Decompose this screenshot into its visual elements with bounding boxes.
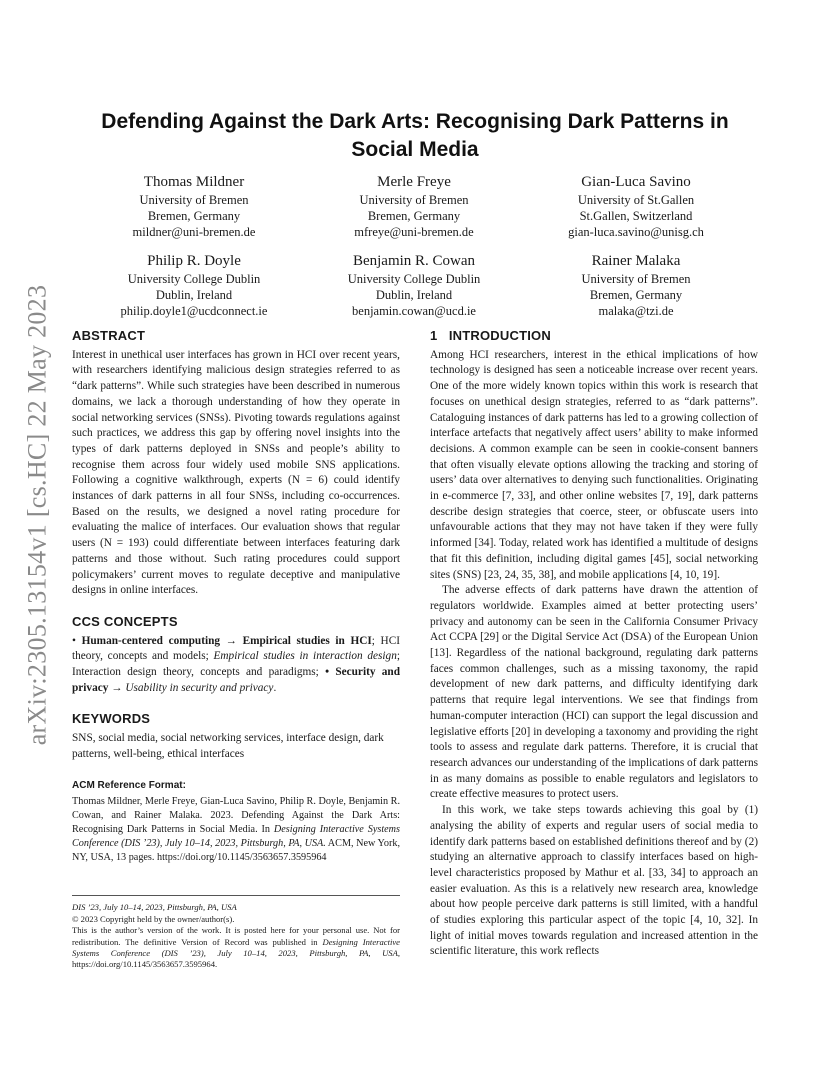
author-affiliation: University of Bremen [359, 193, 469, 207]
intro-paragraph: Among HCI researchers, interest in the ethical implications of how technology is designed has seen a noticeable increase over recent years. One of the more widely known topics within this work is research that focuses on unethical design strategies, referred to as “dark patterns”. Cataloguing instances of dark patterns has led to a growing collection of interface artefacts that negatively affect users’ ability to make informed decisions. A common example can be seen in cookie-consent banners that often visually elevate options allowing the tracking and storing of users’ data over alternatives to denying such functionalities. Originating in e-commerce [7, 33], and other online websites [7, 19], dark patterns describe design strategies that coerce, steer, or obfuscate users into unfavourable actions that they may not have taken if they were fully informed [34]. Today, related work has identified a multitude of designs that fit this definition, including digital games [45], social networking sites (SNS) [23, 24, 35, 38], and mobile applications [4, 10, 19]. [430, 348, 758, 581]
author-location: Dublin, Ireland [375, 288, 453, 302]
footnote-version-venue: Designing Interactive Systems Conference (DIS ’23), July 10–14, 2023, Pittsburgh, PA, USA [72, 936, 400, 958]
ccs-concept-primary: Human-centered computing → Empirical studies in HCI [81, 634, 372, 647]
author-name: Merle Freye [377, 174, 451, 190]
footnote-copyright: © 2023 Copyright held by the owner/author(s). [72, 913, 235, 924]
abstract-heading: ABSTRACT [72, 328, 146, 343]
author-name: Rainer Malaka [591, 253, 681, 269]
introduction-heading: 1 INTRODUCTION [430, 328, 551, 343]
paper-title: Defending Against the Dark Arts: Recognising Dark Patterns in Social Media [101, 110, 729, 161]
intro-paragraph: In this work, we take steps towards achieving this goal by (1) analysing the ability of experts and regular users of social media to identify dark patterns based on established definitions thereof and by (2) studying an alternative approach to classify interfaces based on high-level characteristics proposed by Mathur et al. [33, 34] to approach an easier evaluation. As this is a relatively new research area, knowledge about how people perceive dark patterns is still limited, with a handful of studies exploring this particular aspect of the topic [4, 10, 32]. In light of initial moves towards regulation and increased attention in the scientific literature, this work reflects [430, 804, 758, 958]
author-affiliation: University of Bremen [581, 272, 691, 286]
author-name: Benjamin R. Cowan [352, 253, 476, 269]
keywords-heading: KEYWORDS [72, 711, 151, 727]
acm-reference-pre: Thomas Mildner, Merle Freye, Gian-Luca Savino, Philip R. Doyle, Benjamin R. Cowan, and Rainer Malaka. 2023. Defending Against the Dark Arts: Recognising Dark Patterns in Social Media. In [72, 796, 400, 836]
author-email: mfreye@uni-bremen.de [354, 225, 474, 239]
ccs-concept-secondary: ; HCI theory, concepts and models; [72, 634, 401, 663]
author-location: St.Gallen, Switzerland [579, 209, 693, 223]
ccs-period: . [273, 681, 277, 694]
ccs-concept-tertiary: ; Interaction design theory, concepts and paradigms; [72, 650, 400, 679]
ccs-arrow: → [108, 681, 126, 694]
ccs-concept-security: • Security and privacy [72, 666, 400, 694]
acm-reference-text [72, 795, 400, 865]
footnote-version [72, 925, 400, 971]
author-location: Bremen, Germany [589, 288, 683, 302]
author-block [284, 172, 544, 240]
keywords-text: SNS, social media, social networking services, interface design, dark patterns, well-being, ethical interfaces [72, 732, 384, 760]
author-name: Philip R. Doyle [147, 253, 241, 269]
acm-reference-post: ACM, New York, NY, USA, 13 pages. https://doi.org/10.1145/3563657.3595964 [72, 838, 401, 864]
author-affiliation: University of St.Gallen [577, 193, 695, 207]
ccs-concept-usability: Usability in security and privacy [125, 681, 274, 694]
author-email: benjamin.cowan@ucd.ie [352, 304, 476, 318]
author-block [506, 251, 766, 319]
author-email: philip.doyle1@ucdconnect.ie [120, 304, 268, 318]
author-block [284, 251, 544, 319]
ccs-concept-italic: Empirical studies in interaction design [213, 650, 397, 663]
acm-reference-heading: ACM Reference Format: [72, 779, 186, 791]
author-email: malaka@tzi.de [598, 304, 674, 318]
author-location: Dublin, Ireland [155, 288, 233, 302]
ccs-bullet: • [72, 634, 76, 647]
author-location: Bremen, Germany [147, 209, 241, 223]
author-email: gian-luca.savino@unisg.ch [568, 225, 704, 239]
footnote-version-pre: This is the author’s version of the work. It is posted here for your personal use. Not for redistribution. The definitive Version of Record was published in [72, 925, 400, 947]
author-affiliation: University College Dublin [347, 272, 481, 286]
left-column [72, 328, 400, 971]
footnote-divider [72, 895, 400, 896]
author-block [506, 172, 766, 240]
author-name: Gian-Luca Savino [581, 174, 691, 190]
footnote-version-post: , https://doi.org/10.1145/3563657.3595964. [72, 947, 400, 970]
author-location: Bremen, Germany [367, 209, 461, 223]
right-column [430, 328, 758, 960]
author-affiliation: University College Dublin [127, 272, 261, 286]
footnote-conference: DIS ’23, July 10–14, 2023, Pittsburgh, PA, USA [72, 902, 237, 913]
abstract-text: Interest in unethical user interfaces has grown in HCI over recent years, with researchers identifying malicious design strategies referred to as “dark patterns”. While such strategies have been described in numerous domains, we lack a thorough understanding of how they operate in social networking services (SNSs). Pivoting towards regulations against such practices, we address this gap by offering novel insights into the types of dark patterns deployed in SNSs and people’s ability to recognise them across four widely used mobile SNS applications. Following a cognitive walkthrough, experts (N = 6) could identify instances of dark patterns in all four SNSs, including co-occurrences. Based on the results, we designed a novel rating procedure for evaluating the malice of interfaces. Our evaluation shows that regular users (N = 193) could differentiate between interfaces featuring dark patterns and those without. Such rating procedures could support policymakers’ current moves to regulate deceptive and manipulative designs in online interfaces. [72, 348, 400, 597]
ccs-heading: CCS CONCEPTS [72, 613, 178, 629]
author-email: mildner@uni-bremen.de [132, 225, 256, 239]
arxiv-identifier: arXiv:2305.13154v1 [cs.HC] 22 May 2023 [22, 284, 52, 746]
author-affiliation: University of Bremen [139, 193, 249, 207]
intro-paragraph: The adverse effects of dark patterns have drawn the attention of regulators worldwide. Examples aimed at better protecting users’ privacy and autonomy can be seen in the California Consumer Privacy Act CCPA [29] or the Digital Service Act (DSA) of the European Union [13]. Regardless of the national background, regulating dark patterns faces common challenges, such as a missing taxonomy, the rapid development of new dark patterns, and difficulty identifying dark patterns that require legal interventions. We see that findings from human-computer interaction (HCI) can support the legal discussion and legislative efforts [20] in developing a taxonomy and providing the right tools to assess and regulate dark patterns. Therefore, it is crucial that research advances our understanding of the implications of dark patterns in as many domains as possible to enable regulators and legislators to create effective measures to protect users. [430, 584, 758, 801]
arxiv-watermark [14, 270, 60, 760]
copyright-footnote [72, 902, 400, 970]
ccs-text [72, 634, 400, 697]
acm-reference-venue: Designing Interactive Systems Conference (DIS ’23), July 10–14, 2023, Pittsburgh, PA, USA. [72, 824, 400, 850]
author-name: Thomas Mildner [143, 174, 245, 190]
